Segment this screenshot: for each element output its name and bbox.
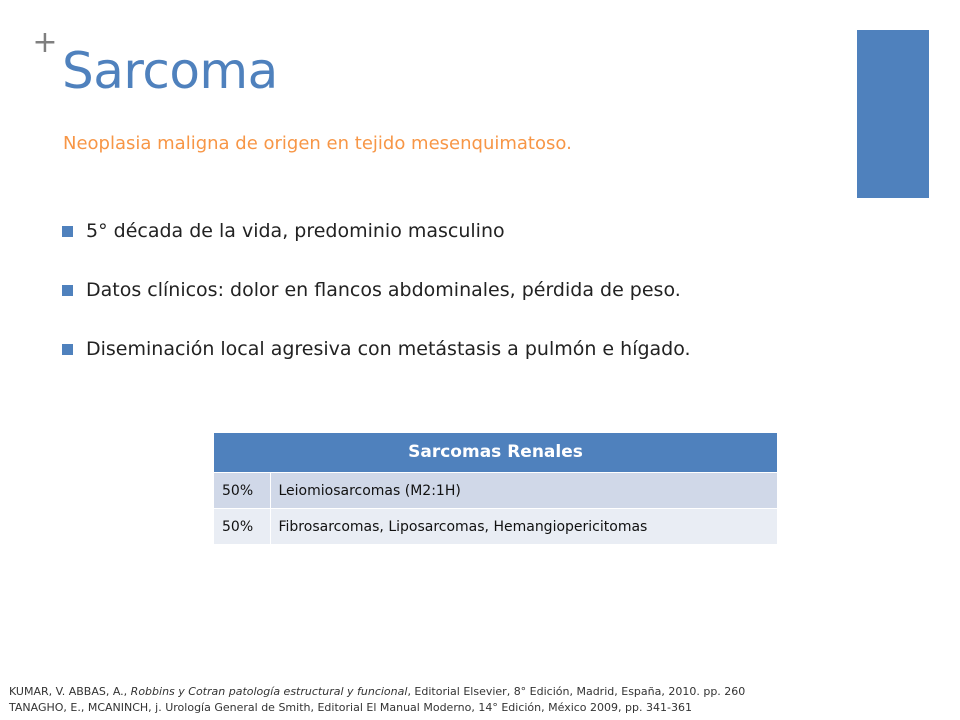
- accent-bar: [857, 30, 929, 198]
- square-bullet-icon: [62, 226, 73, 237]
- bullet-item-clinical-data: [62, 274, 691, 333]
- table-row: [214, 509, 777, 545]
- sarcoma-types-cell: Fibrosarcomas, Liposarcomas, Hemangiopericitomas: [270, 509, 777, 545]
- reference-kumar-title: Robbins y Cotran patología estructural y funcional: [130, 685, 408, 698]
- sarcoma-types-cell: Leiomiosarcomas (M2:1H): [270, 473, 777, 509]
- renal-sarcoma-table-container: [213, 432, 778, 545]
- bullet-text-dissemination: Diseminación local agresiva con metástasis a pulmón e hígado.: [86, 338, 691, 360]
- reference-kumar: [9, 684, 745, 700]
- bullet-list: [62, 215, 691, 392]
- square-bullet-icon: [62, 285, 73, 296]
- references: [9, 684, 745, 716]
- plus-icon: +: [32, 25, 58, 60]
- reference-tanagho: TANAGHO, E., MCANINCH, j. Urología General de Smith, Editorial El Manual Moderno, 14° Edición, México 2009, pp. 341-361: [9, 701, 692, 714]
- slide-subtitle: Neoplasia maligna de origen en tejido mesenquimatoso.: [63, 133, 572, 154]
- bullet-text-decade: 5° década de la vida, predominio masculino: [86, 220, 505, 242]
- reference-kumar-details: , Editorial Elsevier, 8° Edición, Madrid, España, 2010. pp. 260: [407, 685, 746, 698]
- table-row: [214, 473, 777, 509]
- bullet-item-dissemination: [62, 333, 691, 392]
- table-header-row: [214, 433, 777, 473]
- bullet-item-decade: [62, 215, 691, 274]
- bullet-text-clinical-data: Datos clínicos: dolor en flancos abdominales, pérdida de peso.: [86, 279, 681, 301]
- table-header: Sarcomas Renales: [214, 433, 777, 473]
- slide-title: Sarcoma: [62, 42, 278, 100]
- percent-cell: 50%: [214, 473, 270, 509]
- reference-kumar-authors: KUMAR, V. ABBAS, A.,: [9, 685, 131, 698]
- square-bullet-icon: [62, 344, 73, 355]
- percent-cell: 50%: [214, 509, 270, 545]
- renal-sarcoma-table: [214, 433, 777, 544]
